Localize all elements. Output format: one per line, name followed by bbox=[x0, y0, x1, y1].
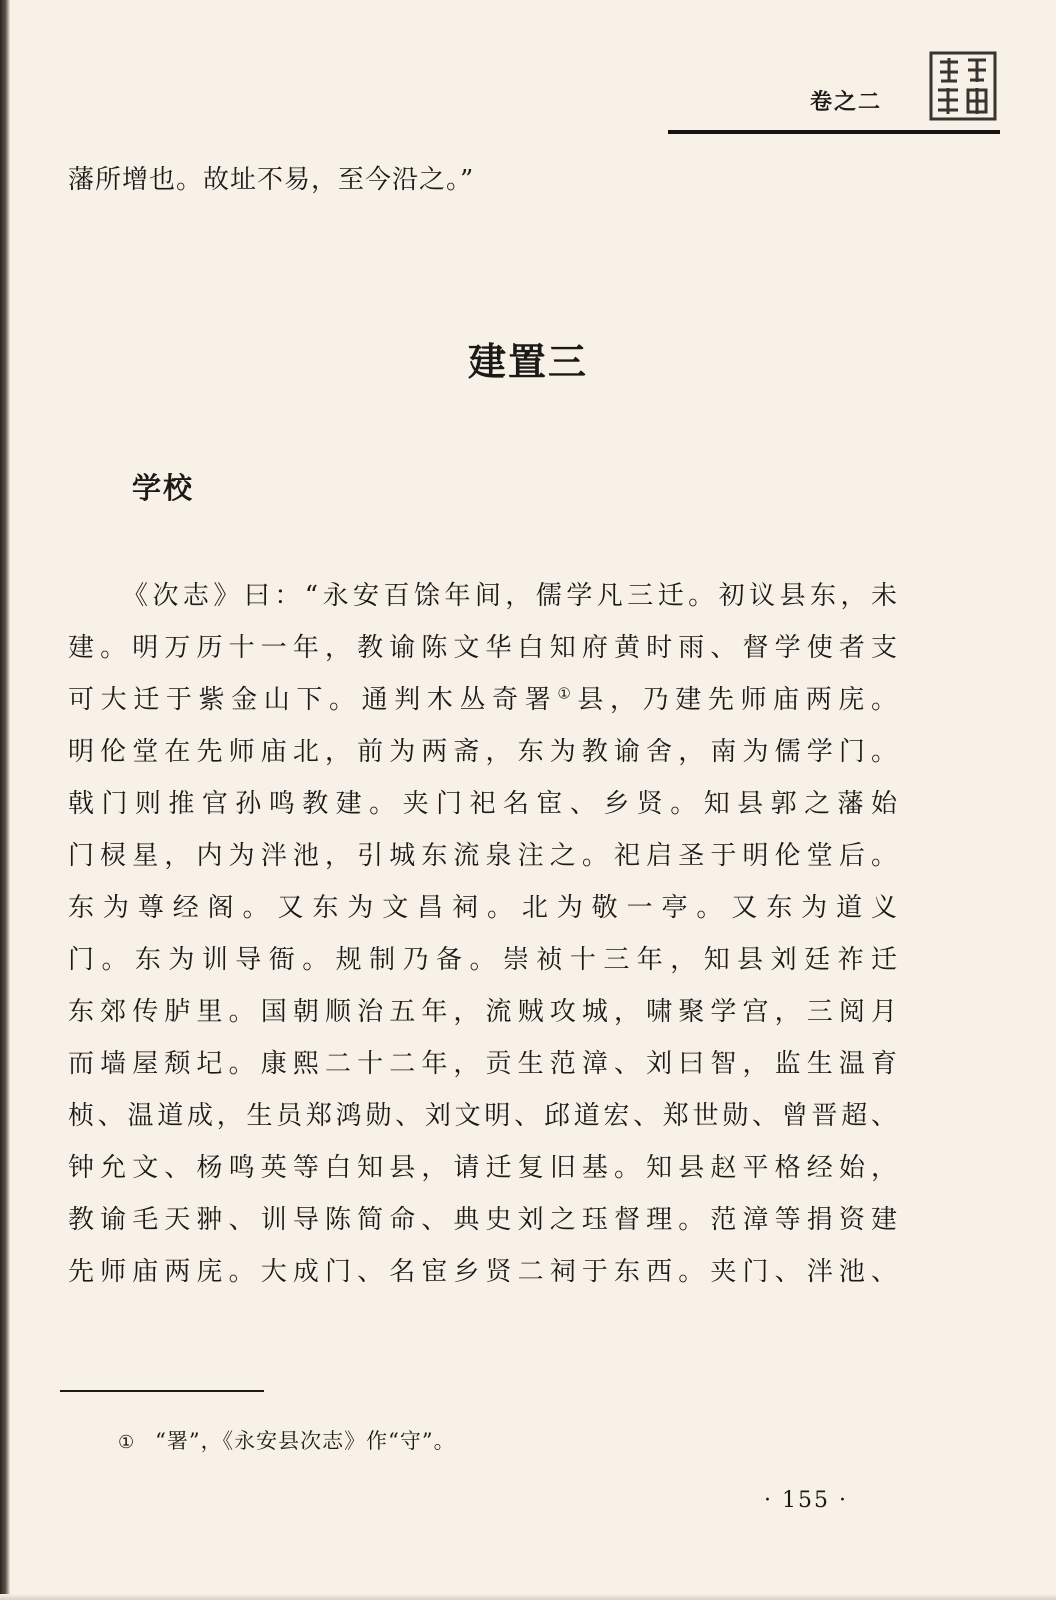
paragraph-line: 钟允文、杨鸣英等白知县，请迁复旧基。知县赵平格经始， bbox=[68, 1153, 898, 1183]
paragraph-line: 门棂星，内为泮池，引城东流泉注之。祀启圣于明伦堂后。 bbox=[68, 841, 898, 871]
scan-bottom-edge bbox=[0, 1594, 1056, 1600]
section-title: 建置三 bbox=[467, 339, 588, 384]
header-rule bbox=[668, 130, 1000, 134]
continuation-line: 藩所增也。故址不易，至今沿之。” bbox=[68, 165, 475, 195]
paragraph-line: 《次志》曰：“永安百馀年间，儒学凡三迁。初议县东，未 bbox=[122, 581, 898, 611]
paragraph-line: 建。明万历十一年，教谕陈文华白知府黄时雨、督学使者支 bbox=[68, 633, 898, 663]
paragraph-line: 教谕毛天翀、训导陈简命、典史刘之珏督理。范漳等捐资建 bbox=[68, 1205, 898, 1235]
paragraph-line: 门。东为训导衙。规制乃备。崇祯十三年，知县刘廷祚迁 bbox=[68, 945, 898, 975]
scan-left-edge bbox=[0, 0, 10, 1600]
footnote-mark: ① bbox=[118, 1432, 136, 1453]
footnote bbox=[118, 1426, 456, 1458]
footnote-reference: ① bbox=[557, 684, 578, 703]
paragraph-text: 可大迁于紫金山下。通判木丛奇署 bbox=[68, 685, 558, 715]
chapter-header: 卷之二 bbox=[810, 90, 883, 115]
paragraph-line: 东郊传胪里。国朝顺治五年，流贼攻城，啸聚学宫，三阅月 bbox=[68, 997, 898, 1027]
paragraph-line: 明伦堂在先师庙北，前为两斋，东为教谕舍，南为儒学门。 bbox=[68, 737, 898, 767]
paragraph-line: 东为尊经阁。又东为文昌祠。北为敬一亭。又东为道义 bbox=[68, 893, 898, 923]
paragraph-line: 桢、温道成，生员郑鸿勋、刘文明、邱道宏、郑世勋、曾晋超、 bbox=[68, 1101, 898, 1131]
page-number: · 155 · bbox=[764, 1488, 848, 1513]
paragraph-line: 戟门则推官孙鸣教建。夹门祀名宦、乡贤。知县郭之藩始 bbox=[68, 789, 898, 819]
seal-logo bbox=[928, 50, 998, 122]
paragraph-line bbox=[68, 680, 898, 720]
paragraph-line: 先师庙两庑。大成门、名宦乡贤二祠于东西。夹门、泮池、 bbox=[68, 1257, 898, 1287]
paragraph-text: 县，乃建先师庙两庑。 bbox=[577, 685, 898, 715]
paragraph-line: 而墙屋颓圮。康熙二十二年，贡生范漳、刘曰智，监生温育 bbox=[68, 1049, 898, 1079]
subsection-title: 学校 bbox=[132, 471, 195, 505]
footnote-rule bbox=[60, 1390, 264, 1392]
footnote-text: “署”，《永安县次志》作“守”。 bbox=[155, 1429, 456, 1453]
